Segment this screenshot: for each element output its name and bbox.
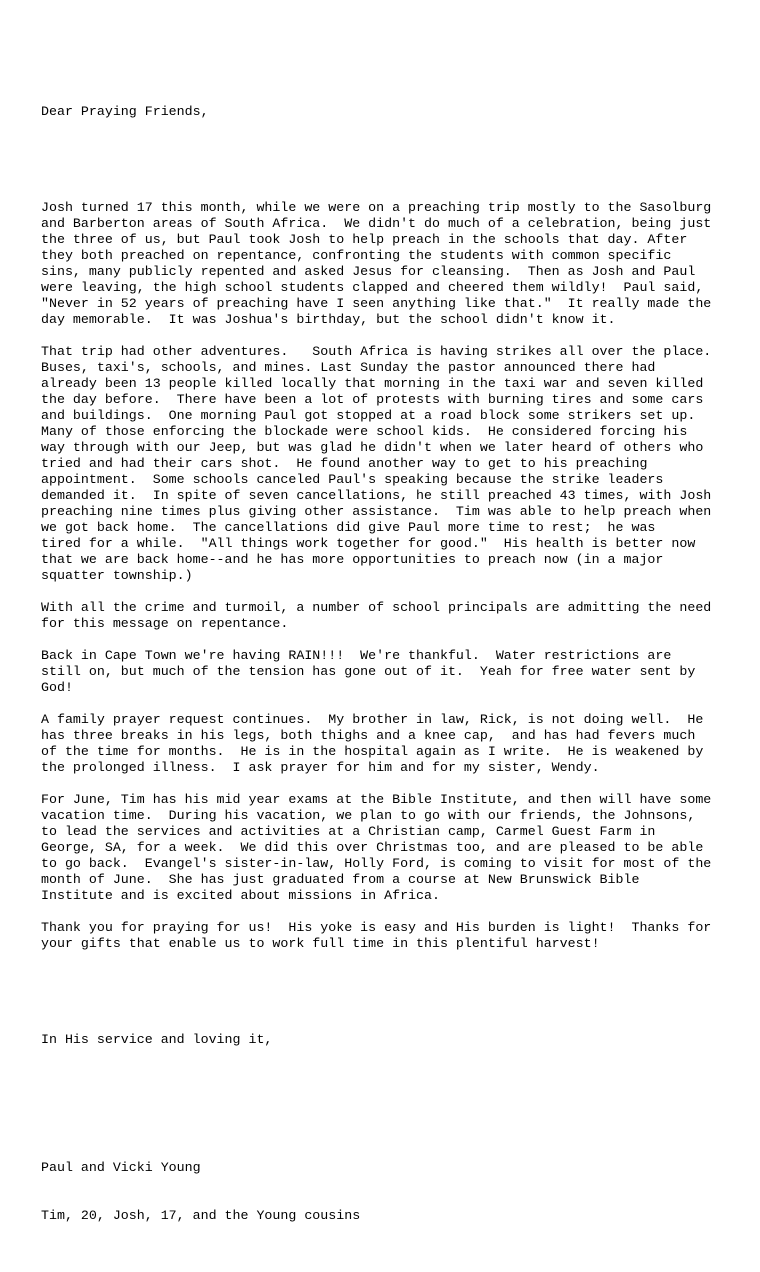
paragraph-line: preaching nine times plus giving other assistance. Tim was able to help preach when <box>41 504 712 519</box>
paragraph-line: of the time for months. He is in the hospital again as I write. He is weakened by <box>41 744 704 759</box>
paragraph-line: Buses, taxi's, schools, and mines. Last Sunday the pastor announced there had <box>41 360 656 375</box>
paragraph-line: tried and had their cars shot. He found another way to get to his preaching <box>41 456 648 471</box>
paragraph-line: demanded it. In spite of seven cancellations, he still preached 43 times, with Josh <box>41 488 712 503</box>
paragraph <box>41 712 711 776</box>
paragraph-line: we got back home. The cancellations did give Paul more time to rest; he was <box>41 520 656 535</box>
paragraph-line: For June, Tim has his mid year exams at the Bible Institute, and then will have some <box>41 792 712 807</box>
closing-line: In His service and loving it, <box>41 1032 273 1047</box>
paragraph-line: squatter township.) <box>41 568 193 583</box>
paragraph-line: already been 13 people killed locally that morning in the taxi war and seven killed <box>41 376 704 391</box>
paragraph-line: month of June. She has just graduated from a course at New Brunswick Bible <box>41 872 640 887</box>
paragraph-line: the day before. There have been a lot of protests with burning tires and some cars <box>41 392 704 407</box>
paragraph <box>41 648 711 696</box>
signature-family: Tim, 20, Josh, 17, and the Young cousins <box>41 1208 361 1223</box>
paragraph-line: still on, but much of the tension has gone out of it. Yeah for free water sent by <box>41 664 696 679</box>
letter-paragraphs <box>41 200 711 952</box>
paragraph-line: "Never in 52 years of preaching have I seen anything like that." It really made the <box>41 296 712 311</box>
paragraph-line: With all the crime and turmoil, a number of school principals are admitting the need <box>41 600 712 615</box>
paragraph-line: A family prayer request continues. My brother in law, Rick, is not doing well. He <box>41 712 704 727</box>
paragraph-line: the three of us, but Paul took Josh to help preach in the schools that day. After <box>41 232 688 247</box>
paragraph <box>41 344 711 584</box>
paragraph-line: God! <box>41 680 73 695</box>
paragraph-line: to go back. Evangel's sister-in-law, Holly Ford, is coming to visit for most of the <box>41 856 712 871</box>
salutation <box>41 72 711 152</box>
paragraph-line: tired for a while. "All things work together for good." His health is better now <box>41 536 696 551</box>
paragraph-line: appointment. Some schools canceled Paul's speaking because the strike leaders <box>41 472 664 487</box>
paragraph-line: Institute and is excited about missions in Africa. <box>41 888 440 903</box>
paragraph-line: they both preached on repentance, confronting the students with common specific <box>41 248 672 263</box>
paragraph-line: day memorable. It was Joshua's birthday, but the school didn't know it. <box>41 312 616 327</box>
paragraph-line: were leaving, the high school students clapped and cheered them wildly! Paul said, <box>41 280 704 295</box>
paragraph-line: your gifts that enable us to work full time in this plentiful harvest! <box>41 936 600 951</box>
paragraph-line: the prolonged illness. I ask prayer for him and for my sister, Wendy. <box>41 760 600 775</box>
paragraph-line: Many of those enforcing the blockade were school kids. He considered forcing his <box>41 424 688 439</box>
paragraph-line: sins, many publicly repented and asked Jesus for cleansing. Then as Josh and Paul <box>41 264 696 279</box>
paragraph-line: and Barberton areas of South Africa. We didn't do much of a celebration, being just <box>41 216 712 231</box>
salutation-line: Dear Praying Friends, <box>41 104 209 119</box>
paragraph-line: That trip had other adventures. South Africa is having strikes all over the place. <box>41 344 712 359</box>
signature <box>41 1128 711 1256</box>
paragraph <box>41 600 711 632</box>
paragraph-line: that we are back home--and he has more opportunities to preach now (in a major <box>41 552 664 567</box>
letter-body <box>41 40 711 1272</box>
paragraph <box>41 920 711 952</box>
paragraph-line: to lead the services and activities at a Christian camp, Carmel Guest Farm in <box>41 824 656 839</box>
paragraph-line: and buildings. One morning Paul got stopped at a road block some strikers set up. <box>41 408 696 423</box>
paragraph-line: Josh turned 17 this month, while we were on a preaching trip mostly to the Sasolburg <box>41 200 712 215</box>
paragraph-line: has three breaks in his legs, both thighs and a knee cap, and has had fevers much <box>41 728 696 743</box>
paragraph-line: Thank you for praying for us! His yoke is easy and His burden is light! Thanks for <box>41 920 712 935</box>
closing <box>41 1000 711 1080</box>
paragraph <box>41 792 711 904</box>
paragraph-line: George, SA, for a week. We did this over Christmas too, and are pleased to be able <box>41 840 704 855</box>
paragraph-line: way through with our Jeep, but was glad he didn't when we later heard of others who <box>41 440 704 455</box>
paragraph-line: vacation time. During his vacation, we plan to go with our friends, the Johnsons, <box>41 808 696 823</box>
signature-names: Paul and Vicki Young <box>41 1160 201 1175</box>
paragraph-line: for this message on repentance. <box>41 616 289 631</box>
paragraph-line: Back in Cape Town we're having RAIN!!! We're thankful. Water restrictions are <box>41 648 672 663</box>
paragraph <box>41 200 711 328</box>
